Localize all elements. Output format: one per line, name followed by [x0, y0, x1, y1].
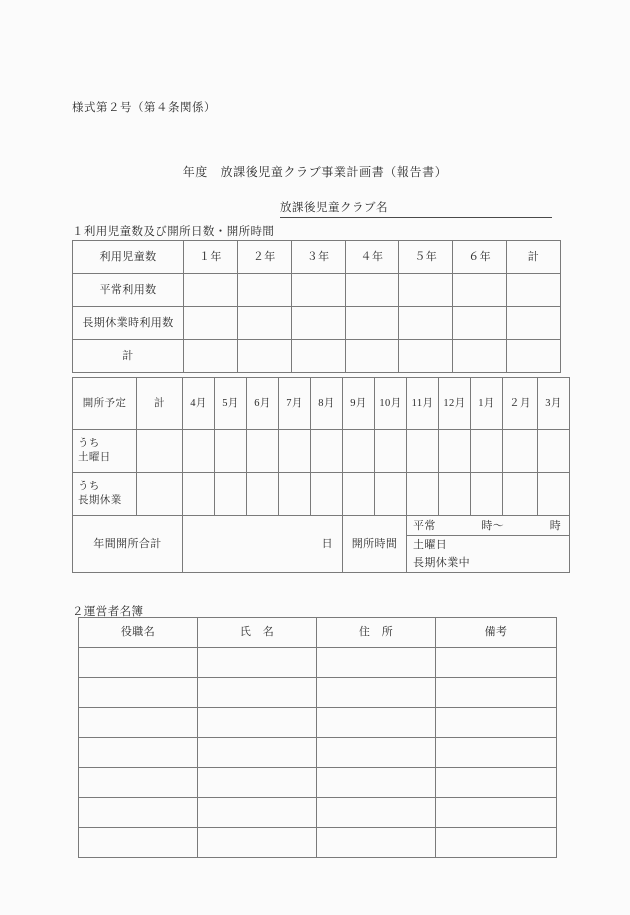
children-input-cell[interactable]: [291, 340, 345, 373]
annual-total-row: [73, 516, 570, 573]
month-unit: 月: [390, 398, 402, 410]
club-name-field[interactable]: [280, 199, 552, 218]
table-row: [79, 648, 557, 678]
days-month-cell[interactable]: [503, 473, 538, 516]
days-table-corner-label: 開所予定: [73, 378, 137, 430]
form-number: 様式第２号（第４条関係）: [72, 102, 216, 114]
table-header-row: [79, 618, 557, 648]
children-input-cell[interactable]: [399, 274, 453, 307]
roster-header-cell: 役職名: [79, 618, 198, 648]
children-input-cell[interactable]: [345, 340, 399, 373]
roster-input-cell[interactable]: [79, 678, 198, 708]
days-month-cell[interactable]: [311, 473, 343, 516]
children-input-cell[interactable]: [345, 307, 399, 340]
roster-input-cell[interactable]: [79, 768, 198, 798]
month-header-cell: [407, 378, 439, 430]
children-input-cell[interactable]: [399, 340, 453, 373]
roster-input-cell[interactable]: [317, 768, 436, 798]
opening-hours-lines: [407, 517, 569, 572]
month-header-cell: ２月: [503, 378, 538, 430]
annual-total-label: 年間開所合計: [73, 516, 183, 573]
children-input-cell[interactable]: [345, 274, 399, 307]
days-month-cell[interactable]: [503, 430, 538, 473]
roster-input-cell[interactable]: [198, 798, 317, 828]
month-unit: 月: [323, 398, 335, 410]
children-table-header-cell: ５年: [399, 241, 453, 274]
month-number: 1: [478, 398, 484, 410]
days-month-cell[interactable]: [471, 430, 503, 473]
operator-roster-table: [78, 617, 557, 858]
days-month-cell[interactable]: [183, 473, 215, 516]
section-1-heading: １利用児童数及び開所日数・開所時間: [72, 226, 275, 238]
days-month-cell[interactable]: [279, 473, 311, 516]
opening-hours-line-2[interactable]: 土曜日: [413, 538, 448, 551]
club-name-label: 放課後児童クラブ名: [280, 202, 388, 214]
roster-input-cell[interactable]: [79, 708, 198, 738]
roster-input-cell[interactable]: [436, 648, 557, 678]
month-unit: 月: [454, 398, 466, 410]
roster-input-cell[interactable]: [198, 708, 317, 738]
days-month-cell[interactable]: [439, 473, 471, 516]
children-row-label: 平常利用数: [73, 274, 184, 307]
table-row: [79, 768, 557, 798]
days-month-cell[interactable]: [375, 430, 407, 473]
table-row: [73, 340, 561, 373]
roster-input-cell[interactable]: [79, 648, 198, 678]
table-row: [73, 307, 561, 340]
section-2-heading: ２運営者名簿: [72, 606, 144, 618]
table-row: [79, 828, 557, 858]
table-row: [79, 798, 557, 828]
month-number: 6: [254, 398, 260, 410]
days-month-cell[interactable]: [183, 430, 215, 473]
days-month-cell[interactable]: [439, 430, 471, 473]
children-input-cell[interactable]: [237, 307, 291, 340]
table-row: [73, 473, 570, 516]
month-unit: 月: [259, 398, 271, 410]
days-table-total-header: 計: [137, 378, 183, 430]
month-number: 4: [190, 398, 196, 410]
month-header-cell: [375, 378, 407, 430]
month-number: 3: [545, 398, 551, 410]
days-row-label-line1: うち: [78, 438, 100, 450]
opening-hours-line-1[interactable]: 平常 時～ 時: [407, 517, 569, 536]
roster-input-cell[interactable]: [317, 798, 436, 828]
roster-header-cell: 住 所: [317, 618, 436, 648]
days-total-cell[interactable]: [137, 430, 183, 473]
children-input-cell[interactable]: [184, 307, 238, 340]
days-row-label: [73, 473, 137, 516]
month-unit: 月: [291, 398, 303, 410]
children-table-header-cell: ３年: [291, 241, 345, 274]
days-month-cell[interactable]: [407, 430, 439, 473]
children-input-cell[interactable]: [291, 307, 345, 340]
days-row-label-line2: 土曜日: [78, 452, 111, 463]
children-row-label: 長期休業時利用数: [73, 307, 184, 340]
days-month-cell[interactable]: [343, 473, 375, 516]
roster-header-cell: 氏 名: [198, 618, 317, 648]
children-input-cell[interactable]: [184, 340, 238, 373]
days-month-cell[interactable]: [471, 473, 503, 516]
month-number: 12: [443, 398, 455, 410]
children-table-header-cell: 計: [507, 241, 561, 274]
days-row-label: [73, 430, 137, 473]
roster-input-cell[interactable]: [198, 738, 317, 768]
opening-hours-label: 開所時間: [343, 516, 407, 573]
roster-input-cell[interactable]: [79, 798, 198, 828]
roster-input-cell[interactable]: [317, 738, 436, 768]
children-input-cell[interactable]: [453, 307, 507, 340]
children-input-cell[interactable]: [453, 340, 507, 373]
children-table-corner-label: 利用児童数: [73, 241, 184, 274]
children-row-label: 計: [73, 340, 184, 373]
month-header-cell: [279, 378, 311, 430]
roster-input-cell[interactable]: [198, 648, 317, 678]
roster-input-cell[interactable]: [317, 708, 436, 738]
table-row: [79, 678, 557, 708]
roster-input-cell[interactable]: [79, 738, 198, 768]
roster-input-cell[interactable]: [436, 708, 557, 738]
children-input-cell[interactable]: [237, 274, 291, 307]
days-row-label-line2: 長期休業: [78, 495, 122, 506]
month-header-cell: [183, 378, 215, 430]
days-month-cell[interactable]: [538, 430, 570, 473]
children-table-header-cell: ２年: [237, 241, 291, 274]
month-unit: 月: [422, 398, 434, 410]
month-number: 7: [286, 398, 292, 410]
days-month-cell[interactable]: [215, 473, 247, 516]
roster-input-cell[interactable]: [317, 648, 436, 678]
children-input-cell[interactable]: [507, 340, 561, 373]
children-input-cell[interactable]: [291, 274, 345, 307]
children-table-header-cell: ４年: [345, 241, 399, 274]
month-header-cell: [215, 378, 247, 430]
days-row-label-line1: うち: [78, 481, 100, 493]
children-table-header-cell: ６年: [453, 241, 507, 274]
days-month-cell[interactable]: [279, 430, 311, 473]
children-input-cell[interactable]: [399, 307, 453, 340]
table-header-row: [73, 241, 561, 274]
month-header-cell: [343, 378, 375, 430]
month-unit: 月: [355, 398, 367, 410]
month-header-cell: [439, 378, 471, 430]
table-row: [73, 430, 570, 473]
roster-input-cell[interactable]: [198, 828, 317, 858]
roster-input-cell[interactable]: [79, 828, 198, 858]
month-unit: 月: [227, 398, 239, 410]
roster-input-cell[interactable]: [436, 828, 557, 858]
table-header-row: [73, 378, 570, 430]
children-input-cell[interactable]: [237, 340, 291, 373]
days-month-cell[interactable]: [215, 430, 247, 473]
days-total-cell[interactable]: [137, 473, 183, 516]
days-month-cell[interactable]: [247, 473, 279, 516]
month-unit: 月: [550, 398, 562, 410]
month-unit: 月: [195, 398, 207, 410]
table-row: [79, 708, 557, 738]
month-header-cell: [311, 378, 343, 430]
children-input-cell[interactable]: [184, 274, 238, 307]
days-month-cell[interactable]: [538, 473, 570, 516]
days-month-cell[interactable]: [407, 473, 439, 516]
month-number: 5: [222, 398, 228, 410]
month-number: 9: [350, 398, 356, 410]
roster-input-cell[interactable]: [198, 768, 317, 798]
children-table-header-cell: １年: [184, 241, 238, 274]
children-input-cell[interactable]: [507, 274, 561, 307]
month-header-cell: [538, 378, 570, 430]
roster-input-cell[interactable]: [436, 798, 557, 828]
table-row: [79, 738, 557, 768]
children-input-cell[interactable]: [453, 274, 507, 307]
roster-input-cell[interactable]: [436, 768, 557, 798]
roster-input-cell[interactable]: [198, 678, 317, 708]
roster-input-cell[interactable]: [436, 678, 557, 708]
month-number: 10: [379, 398, 391, 410]
days-month-cell[interactable]: [343, 430, 375, 473]
days-month-cell[interactable]: [375, 473, 407, 516]
month-number: 8: [318, 398, 324, 410]
document-title: 年度 放課後児童クラブ事業計画書（報告書）: [182, 165, 448, 179]
roster-header-cell: 備考: [436, 618, 557, 648]
opening-hours-line-3[interactable]: 長期休業中: [413, 556, 470, 569]
month-header-cell: [247, 378, 279, 430]
days-month-cell[interactable]: [311, 430, 343, 473]
month-unit: 月: [483, 398, 495, 410]
roster-input-cell[interactable]: [436, 738, 557, 768]
month-header-cell: [471, 378, 503, 430]
month-number: 11: [411, 398, 423, 410]
opening-hours-stack: [407, 516, 570, 573]
table-row: [73, 274, 561, 307]
roster-input-cell[interactable]: [317, 828, 436, 858]
opening-days-table: [72, 377, 570, 573]
days-month-cell[interactable]: [247, 430, 279, 473]
children-input-cell[interactable]: [507, 307, 561, 340]
roster-input-cell[interactable]: [317, 678, 436, 708]
children-count-table: [72, 240, 561, 373]
annual-total-days-input[interactable]: 日: [183, 516, 343, 573]
